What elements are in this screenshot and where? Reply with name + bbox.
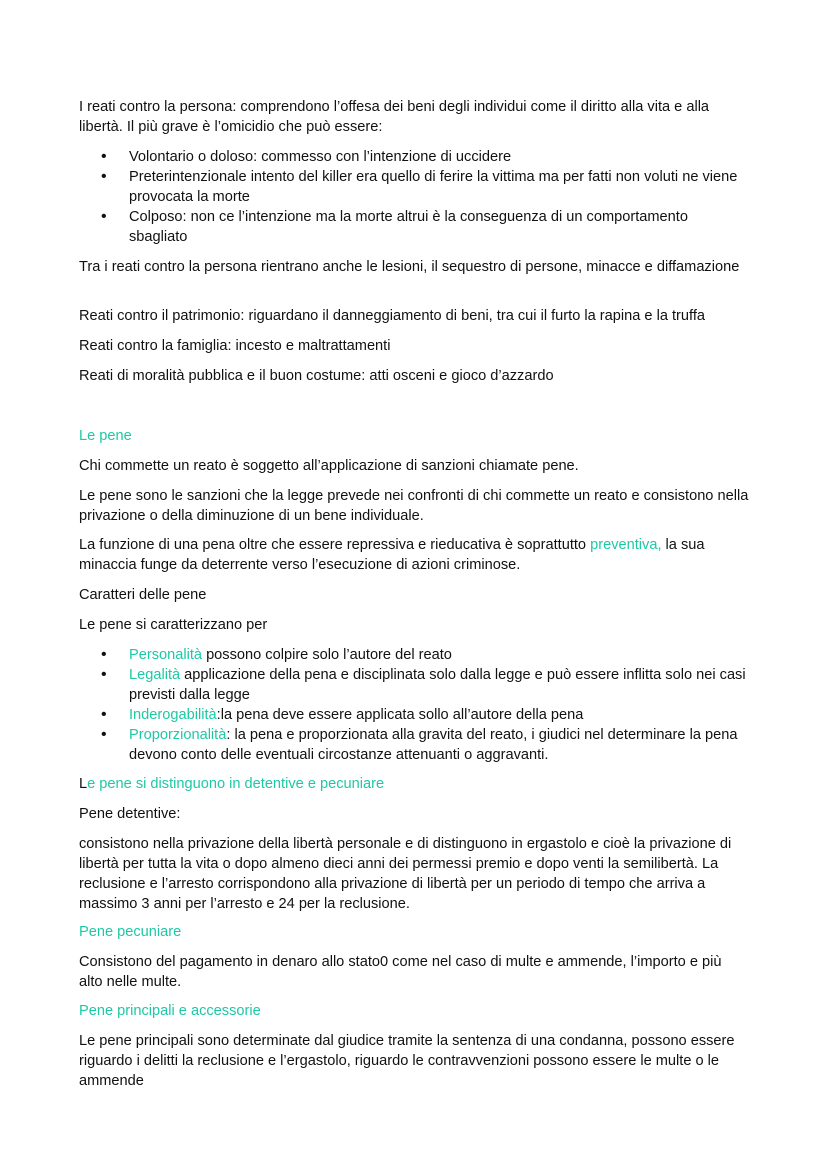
principali-paragraph: Le pene principali sono determinate dal giudice tramite la sentenza di una condanna, possono essere riguardo i delitti la reclusione e l’ergastolo, riguardo le contravvenzioni possono essere le multe o le ammende (79, 1033, 735, 1089)
le-pene-heading: Le pene (79, 428, 132, 444)
pene-funzione-paragraph (79, 535, 749, 575)
caratteri-list (79, 645, 749, 765)
pene-intro-paragraph: Chi commette un reato è soggetto all’applicazione di sanzioni chiamate pene. (79, 458, 579, 474)
list-item (79, 705, 749, 725)
caratteri-text: :la pena deve essere applicata sollo all’autore della pena (216, 707, 584, 723)
funzione-text-after: la sua minaccia funge da deterrente verso l’esecuzione di azioni criminose. (79, 537, 705, 573)
caratteri-title: Caratteri delle pene (79, 587, 207, 603)
caratteri-intro: Le pene si caratterizzano per (79, 617, 268, 633)
pecuniare-paragraph: Consistono del pagamento in denaro allo stato0 come nel caso di multe e ammende, l’importo e più alto nelle multe. (79, 954, 722, 990)
intro-paragraph: I reati contro la persona: comprendono l’offesa dei beni degli individui come il diritto alla vita e alla libertà. Il più grave è l’omicidio che può essere: (79, 99, 710, 135)
lesioni-paragraph: Tra i reati contro la persona rientrano anche le lesioni, il sequestro di persone, minacce e diffamazione (79, 259, 740, 275)
pecuniare-heading: Pene pecuniare (79, 924, 182, 940)
funzione-text-before: La funzione di una pena oltre che essere repressiva e rieducativa è soprattutto (79, 537, 591, 553)
list-item: • Preterintenzionale intento del killer era quello di ferire la vittima ma per fatti non voluti ne viene provocata la morte (79, 167, 749, 207)
distinzione-heading-rest: e pene si distinguono in detentive e pecuniare (87, 776, 385, 792)
caratteri-term: Legalità (129, 667, 181, 683)
omicidio-list (79, 147, 749, 247)
list-item (79, 665, 749, 705)
moralita-paragraph: Reati di moralità pubblica e il buon costume: atti osceni e gioco d’azzardo (79, 368, 554, 384)
list-item (79, 725, 749, 765)
caratteri-term: Inderogabilità (129, 707, 217, 723)
caratteri-term: Personalità (129, 647, 203, 663)
caratteri-text: : la pena e proporzionata alla gravita del reato, i giudici nel determinare la pena devono conto delle eventuali circostanze attenuanti o aggravanti. (129, 727, 738, 763)
famiglia-paragraph: Reati contro la famiglia: incesto e maltrattamenti (79, 338, 391, 354)
pene-definition-paragraph: Le pene sono le sanzioni che la legge prevede nei confronti di chi commette un reato e consistono nella privazione o della diminuzione di un bene individuale. (79, 488, 749, 524)
list-item: • Volontario o doloso: commesso con l’intenzione di uccidere (79, 147, 749, 167)
list-item: • Colposo: non ce l’intenzione ma la morte altrui è la conseguenza di un comportamento sbagliato (79, 207, 749, 247)
caratteri-term: Proporzionalità (129, 727, 227, 743)
caratteri-text: applicazione della pena e disciplinata solo dalla legge e può essere inflitta solo nei casi previsti dalla legge (129, 667, 746, 703)
principali-heading: Pene principali e accessorie (79, 1003, 261, 1019)
caratteri-text: possono colpire solo l’autore del reato (202, 647, 452, 663)
preventiva-highlight: preventiva, (590, 537, 662, 553)
distinzione-heading (79, 774, 749, 794)
detentive-paragraph: consistono nella privazione della libertà personale e di distinguono in ergastolo e cioè la privazione di libertà per tutta la vita o dopo almeno dieci anni dei permessi premio e dopo venti la semilibertà. La reclusione e l’arresto corrispondono alla privazione di libertà per un periodo di tempo che arriva a massimo 3 anni per l’arresto e 24 per la reclusione. (79, 836, 732, 912)
list-item (79, 645, 749, 665)
detentive-title: Pene detentive: (79, 806, 181, 822)
patrimonio-paragraph: Reati contro il patrimonio: riguardano il danneggiamento di beni, tra cui il furto la rapina e la truffa (79, 308, 705, 324)
distinzione-heading-first: L (79, 776, 88, 792)
